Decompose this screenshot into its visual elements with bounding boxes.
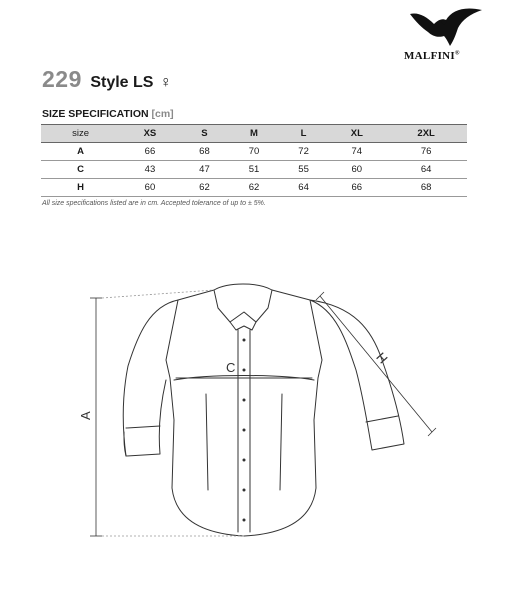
header-2xl: 2XL — [385, 125, 467, 143]
header-m: M — [229, 125, 279, 143]
table-cell: 66 — [328, 179, 385, 197]
table-row — [41, 143, 467, 161]
shirt-buttons — [243, 339, 246, 522]
size-table — [41, 124, 467, 197]
brand-logo — [398, 6, 494, 68]
measure-length-line — [90, 290, 244, 536]
header-s: S — [180, 125, 230, 143]
product-number: 229 — [42, 66, 82, 92]
measure-sleeve-line — [316, 292, 436, 436]
product-title — [42, 66, 172, 93]
tolerance-note: All size specifications listed are in cm. Accepted tolerance of up to ± 5%. — [42, 200, 266, 207]
table-cell: 62 — [229, 179, 279, 197]
header-size: size — [41, 125, 120, 143]
measure-chest-label: C — [226, 360, 236, 375]
table-cell: 66 — [120, 143, 179, 161]
table-cell: 68 — [385, 179, 467, 197]
table-cell: 47 — [180, 161, 230, 179]
unit-label: [cm] — [151, 108, 174, 120]
product-style: Style LS — [90, 74, 154, 91]
female-gender-icon: ♀ — [159, 74, 172, 91]
table-cell: 55 — [279, 161, 329, 179]
table-cell: 60 — [328, 161, 385, 179]
row-label: A — [41, 143, 120, 161]
table-cell: 76 — [385, 143, 467, 161]
measure-length-label: A — [78, 411, 93, 420]
shirt-technical-drawing — [0, 270, 510, 600]
measure-sleeve-label: H — [373, 349, 391, 367]
brand-name: MALFINI® — [404, 50, 460, 62]
table-row — [41, 161, 467, 179]
table-cell: 72 — [279, 143, 329, 161]
table-row — [41, 179, 467, 197]
table-cell: 60 — [120, 179, 179, 197]
table-header-row — [41, 125, 467, 143]
header-xl: XL — [328, 125, 385, 143]
table-cell: 74 — [328, 143, 385, 161]
table-cell: 64 — [279, 179, 329, 197]
table-cell: 68 — [180, 143, 230, 161]
table-cell: 62 — [180, 179, 230, 197]
shirt-outline — [123, 284, 404, 536]
header-xs: XS — [120, 125, 179, 143]
table-cell: 43 — [120, 161, 179, 179]
table-cell: 51 — [229, 161, 279, 179]
header-l: L — [279, 125, 329, 143]
table-cell: 70 — [229, 143, 279, 161]
row-label: H — [41, 179, 120, 197]
table-cell: 64 — [385, 161, 467, 179]
size-spec-heading: SIZE SPECIFICATION [cm] — [42, 108, 174, 120]
eagle-icon — [408, 6, 484, 48]
row-label: C — [41, 161, 120, 179]
